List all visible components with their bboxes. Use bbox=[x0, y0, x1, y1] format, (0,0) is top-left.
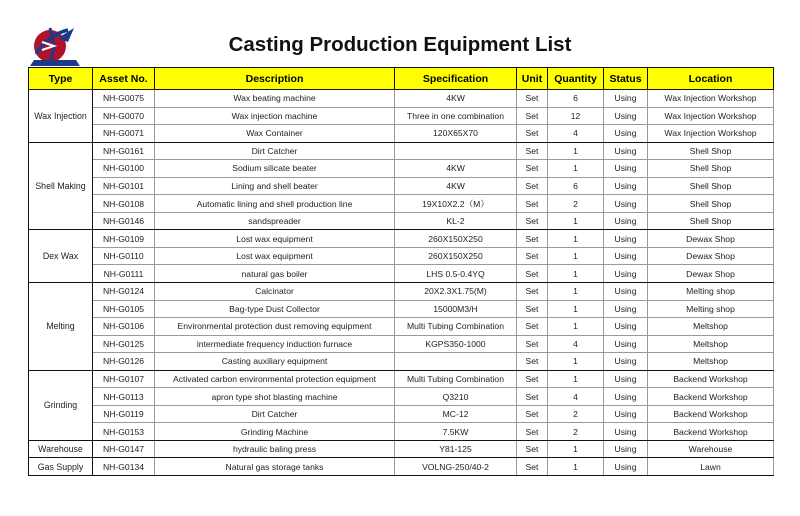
location-cell: Shell Shop bbox=[648, 177, 774, 195]
status-cell: Using bbox=[604, 107, 648, 125]
specification-cell: KGPS350-1000 bbox=[395, 335, 517, 353]
location-cell: Meltshop bbox=[648, 318, 774, 336]
quantity-cell: 6 bbox=[548, 90, 604, 108]
quantity-cell: 1 bbox=[548, 142, 604, 160]
quantity-cell: 1 bbox=[548, 353, 604, 371]
asset-no-cell: NH-G0108 bbox=[93, 195, 155, 213]
description-cell: apron type shot blasting machine bbox=[155, 388, 395, 406]
table-row bbox=[29, 458, 774, 476]
asset-no-cell: NH-G0111 bbox=[93, 265, 155, 283]
table-body bbox=[29, 90, 774, 476]
quantity-cell: 1 bbox=[548, 283, 604, 301]
specification-cell: 15000M3/H bbox=[395, 300, 517, 318]
description-cell: Lining and shell beater bbox=[155, 177, 395, 195]
specification-cell: 19X10X2.2（M） bbox=[395, 195, 517, 213]
unit-cell: Set bbox=[517, 405, 548, 423]
location-cell: Backend Workshop bbox=[648, 423, 774, 441]
location-cell: Dewax Shop bbox=[648, 230, 774, 248]
unit-cell: Set bbox=[517, 265, 548, 283]
table-row bbox=[29, 142, 774, 160]
unit-cell: Set bbox=[517, 160, 548, 178]
unit-cell: Set bbox=[517, 212, 548, 230]
unit-cell: Set bbox=[517, 318, 548, 336]
asset-no-cell: NH-G0101 bbox=[93, 177, 155, 195]
asset-no-cell: NH-G0109 bbox=[93, 230, 155, 248]
column-header-unit: Unit bbox=[517, 68, 548, 90]
status-cell: Using bbox=[604, 458, 648, 476]
unit-cell: Set bbox=[517, 458, 548, 476]
asset-no-cell: NH-G0124 bbox=[93, 283, 155, 301]
asset-no-cell: NH-G0075 bbox=[93, 90, 155, 108]
unit-cell: Set bbox=[517, 90, 548, 108]
page-title: Casting Production Equipment List bbox=[228, 33, 572, 56]
specification-cell bbox=[395, 142, 517, 160]
location-cell: Wax Injection Workshop bbox=[648, 125, 774, 143]
location-cell: Wax Injection Workshop bbox=[648, 90, 774, 108]
specification-cell: 4KW bbox=[395, 160, 517, 178]
quantity-cell: 4 bbox=[548, 335, 604, 353]
location-cell: Meltshop bbox=[648, 353, 774, 371]
unit-cell: Set bbox=[517, 370, 548, 388]
asset-no-cell: NH-G0070 bbox=[93, 107, 155, 125]
quantity-cell: 1 bbox=[548, 265, 604, 283]
status-cell: Using bbox=[604, 90, 648, 108]
table-row bbox=[29, 353, 774, 371]
specification-cell: Q3210 bbox=[395, 388, 517, 406]
asset-no-cell: NH-G0126 bbox=[93, 353, 155, 371]
column-header-specification: Specification bbox=[395, 68, 517, 90]
description-cell: Calcinator bbox=[155, 283, 395, 301]
asset-no-cell: NH-G0105 bbox=[93, 300, 155, 318]
description-cell: Environmental protection dust removing equipment bbox=[155, 318, 395, 336]
description-cell: Natural gas storage tanks bbox=[155, 458, 395, 476]
table-row bbox=[29, 212, 774, 230]
quantity-cell: 1 bbox=[548, 370, 604, 388]
specification-cell: LHS 0.5-0.4YQ bbox=[395, 265, 517, 283]
asset-no-cell: NH-G0146 bbox=[93, 212, 155, 230]
equipment-table bbox=[28, 67, 774, 476]
type-group-cell: Shell Making bbox=[29, 142, 93, 230]
quantity-cell: 1 bbox=[548, 247, 604, 265]
description-cell: Dirt Catcher bbox=[155, 405, 395, 423]
unit-cell: Set bbox=[517, 142, 548, 160]
asset-no-cell: NH-G0147 bbox=[93, 440, 155, 458]
table-row bbox=[29, 265, 774, 283]
specification-cell: 20X2.3X1.75(M) bbox=[395, 283, 517, 301]
table-header-row bbox=[29, 68, 774, 90]
specification-cell: Multi Tubing Combination bbox=[395, 370, 517, 388]
specification-cell: Y81-125 bbox=[395, 440, 517, 458]
quantity-cell: 2 bbox=[548, 195, 604, 213]
table-row bbox=[29, 440, 774, 458]
unit-cell: Set bbox=[517, 107, 548, 125]
location-cell: Meltshop bbox=[648, 335, 774, 353]
table-row bbox=[29, 370, 774, 388]
table-row bbox=[29, 195, 774, 213]
location-cell: Backend Workshop bbox=[648, 405, 774, 423]
table-row bbox=[29, 107, 774, 125]
type-group-cell: Gas Supply bbox=[29, 458, 93, 476]
status-cell: Using bbox=[604, 388, 648, 406]
description-cell: intermediate frequency induction furnace bbox=[155, 335, 395, 353]
location-cell: Lawn bbox=[648, 458, 774, 476]
specification-cell: 4KW bbox=[395, 90, 517, 108]
table-row bbox=[29, 90, 774, 108]
asset-no-cell: NH-G0113 bbox=[93, 388, 155, 406]
status-cell: Using bbox=[604, 195, 648, 213]
asset-no-cell: NH-G0153 bbox=[93, 423, 155, 441]
location-cell: Backend Workshop bbox=[648, 370, 774, 388]
quantity-cell: 1 bbox=[548, 440, 604, 458]
description-cell: Wax Container bbox=[155, 125, 395, 143]
status-cell: Using bbox=[604, 265, 648, 283]
status-cell: Using bbox=[604, 247, 648, 265]
unit-cell: Set bbox=[517, 283, 548, 301]
column-header-status: Status bbox=[604, 68, 648, 90]
quantity-cell: 6 bbox=[548, 177, 604, 195]
asset-no-cell: NH-G0125 bbox=[93, 335, 155, 353]
specification-cell: Multi Tubing Combination bbox=[395, 318, 517, 336]
location-cell: Backend Workshop bbox=[648, 388, 774, 406]
specification-cell: 4KW bbox=[395, 177, 517, 195]
specification-cell: VOLNG-250/40-2 bbox=[395, 458, 517, 476]
type-group-cell: Dex Wax bbox=[29, 230, 93, 283]
description-cell: Dirt Catcher bbox=[155, 142, 395, 160]
table-row bbox=[29, 300, 774, 318]
location-cell: Shell Shop bbox=[648, 160, 774, 178]
status-cell: Using bbox=[604, 125, 648, 143]
table-row bbox=[29, 247, 774, 265]
asset-no-cell: NH-G0119 bbox=[93, 405, 155, 423]
specification-cell: 7.5KW bbox=[395, 423, 517, 441]
status-cell: Using bbox=[604, 160, 648, 178]
specification-cell: 120X65X70 bbox=[395, 125, 517, 143]
description-cell: natural gas boiler bbox=[155, 265, 395, 283]
specification-cell: KL-2 bbox=[395, 212, 517, 230]
quantity-cell: 12 bbox=[548, 107, 604, 125]
specification-cell: Three in one combination bbox=[395, 107, 517, 125]
table-row bbox=[29, 230, 774, 248]
type-group-cell: Melting bbox=[29, 283, 93, 371]
table-row bbox=[29, 160, 774, 178]
unit-cell: Set bbox=[517, 335, 548, 353]
quantity-cell: 1 bbox=[548, 230, 604, 248]
type-group-cell: Wax Injection bbox=[29, 90, 93, 143]
unit-cell: Set bbox=[517, 247, 548, 265]
status-cell: Using bbox=[604, 423, 648, 441]
location-cell: Wax Injection Workshop bbox=[648, 107, 774, 125]
table-row bbox=[29, 423, 774, 441]
status-cell: Using bbox=[604, 212, 648, 230]
description-cell: Automatic lining and shell production line bbox=[155, 195, 395, 213]
quantity-cell: 1 bbox=[548, 300, 604, 318]
table-row bbox=[29, 388, 774, 406]
asset-no-cell: NH-G0106 bbox=[93, 318, 155, 336]
table-row bbox=[29, 335, 774, 353]
location-cell: Shell Shop bbox=[648, 195, 774, 213]
description-cell: Lost wax equipment bbox=[155, 247, 395, 265]
quantity-cell: 4 bbox=[548, 125, 604, 143]
column-header-description: Description bbox=[155, 68, 395, 90]
status-cell: Using bbox=[604, 440, 648, 458]
asset-no-cell: NH-G0107 bbox=[93, 370, 155, 388]
unit-cell: Set bbox=[517, 388, 548, 406]
description-cell: Wax injection machine bbox=[155, 107, 395, 125]
location-cell: Warehouse bbox=[648, 440, 774, 458]
status-cell: Using bbox=[604, 370, 648, 388]
asset-no-cell: NH-G0134 bbox=[93, 458, 155, 476]
status-cell: Using bbox=[604, 177, 648, 195]
unit-cell: Set bbox=[517, 230, 548, 248]
table-row bbox=[29, 405, 774, 423]
status-cell: Using bbox=[604, 142, 648, 160]
type-group-cell: Grinding bbox=[29, 370, 93, 440]
column-header-asset-no: Asset No. bbox=[93, 68, 155, 90]
asset-no-cell: NH-G0110 bbox=[93, 247, 155, 265]
location-cell: Shell Shop bbox=[648, 142, 774, 160]
unit-cell: Set bbox=[517, 177, 548, 195]
column-header-location: Location bbox=[648, 68, 774, 90]
quantity-cell: 4 bbox=[548, 388, 604, 406]
specification-cell: 260X150X250 bbox=[395, 247, 517, 265]
column-header-quantity: Quantity bbox=[548, 68, 604, 90]
status-cell: Using bbox=[604, 353, 648, 371]
table-row bbox=[29, 177, 774, 195]
quantity-cell: 1 bbox=[548, 318, 604, 336]
asset-no-cell: NH-G0161 bbox=[93, 142, 155, 160]
description-cell: Grinding Machine bbox=[155, 423, 395, 441]
location-cell: Dewax Shop bbox=[648, 247, 774, 265]
description-cell: Activated carbon environmental protection equipment bbox=[155, 370, 395, 388]
unit-cell: Set bbox=[517, 195, 548, 213]
location-cell: Melting shop bbox=[648, 283, 774, 301]
asset-no-cell: NH-G0100 bbox=[93, 160, 155, 178]
location-cell: Shell Shop bbox=[648, 212, 774, 230]
status-cell: Using bbox=[604, 318, 648, 336]
description-cell: sandspreader bbox=[155, 212, 395, 230]
specification-cell: 260X150X250 bbox=[395, 230, 517, 248]
unit-cell: Set bbox=[517, 423, 548, 441]
unit-cell: Set bbox=[517, 125, 548, 143]
unit-cell: Set bbox=[517, 353, 548, 371]
quantity-cell: 1 bbox=[548, 458, 604, 476]
table-row bbox=[29, 318, 774, 336]
quantity-cell: 2 bbox=[548, 423, 604, 441]
description-cell: Bag-type Dust Collector bbox=[155, 300, 395, 318]
quantity-cell: 1 bbox=[548, 160, 604, 178]
table-row bbox=[29, 125, 774, 143]
table-row bbox=[29, 283, 774, 301]
type-group-cell: Warehouse bbox=[29, 440, 93, 458]
description-cell: Lost wax equipment bbox=[155, 230, 395, 248]
status-cell: Using bbox=[604, 300, 648, 318]
status-cell: Using bbox=[604, 283, 648, 301]
status-cell: Using bbox=[604, 335, 648, 353]
description-cell: hydraulic baling press bbox=[155, 440, 395, 458]
column-header-type: Type bbox=[29, 68, 93, 90]
unit-cell: Set bbox=[517, 440, 548, 458]
asset-no-cell: NH-G0071 bbox=[93, 125, 155, 143]
description-cell: Sodium silicate beater bbox=[155, 160, 395, 178]
description-cell: Wax beating machine bbox=[155, 90, 395, 108]
status-cell: Using bbox=[604, 230, 648, 248]
quantity-cell: 1 bbox=[548, 212, 604, 230]
location-cell: Dewax Shop bbox=[648, 265, 774, 283]
description-cell: Casting auxiliary equipment bbox=[155, 353, 395, 371]
specification-cell: MC-12 bbox=[395, 405, 517, 423]
unit-cell: Set bbox=[517, 300, 548, 318]
location-cell: Melting shop bbox=[648, 300, 774, 318]
quantity-cell: 2 bbox=[548, 405, 604, 423]
status-cell: Using bbox=[604, 405, 648, 423]
specification-cell bbox=[395, 353, 517, 371]
